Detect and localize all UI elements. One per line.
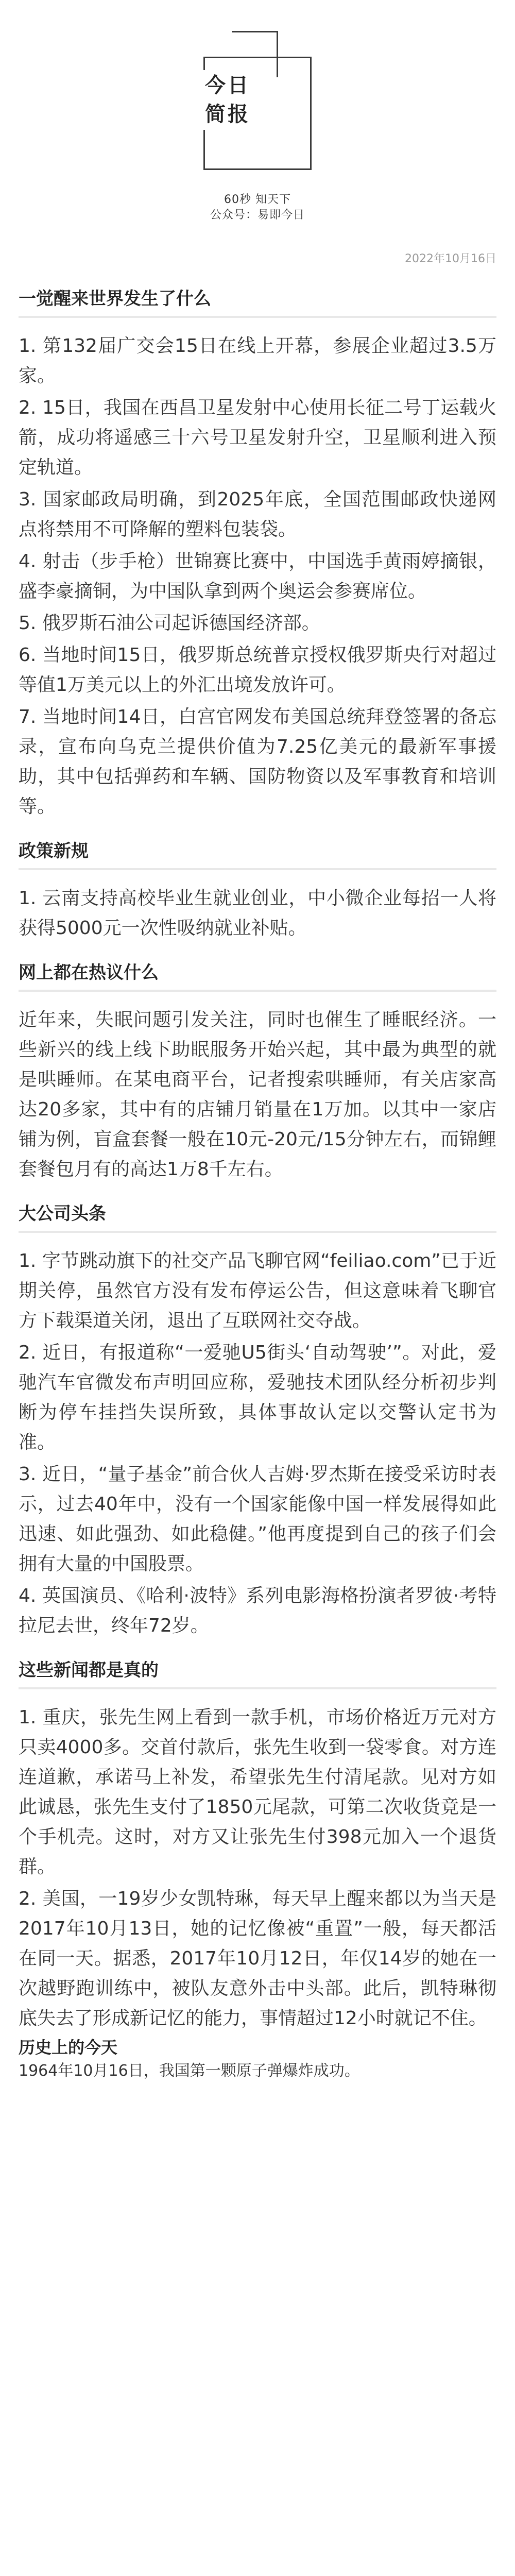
header-account: 公众号：易即今日 xyxy=(210,209,305,222)
news-item: 近年来，失眠问题引发关注，同时也催生了睡眠经济。一些新兴的线上线下助眠服务开始兴起，其中最为典型的就是哄睡师。在某电商平台，记者搜索哄睡师，有关店家高达20多家，其中有的店铺月销量在1万加。以其中一家店铺为例，盲盒套餐一般在10元-20元/15分钟左右，而锦鲤套餐包月有的高达1万8千左右。 xyxy=(19,1009,496,1180)
logo xyxy=(200,70,272,130)
news-item: 7. 当地时间14日，白宫官网发布美国总统拜登签署的备忘录，宣布向乌克兰提供价值为7.25亿美元的最新军事援助，其中包括弹药和车辆、国防物资以及军事教育和培训等。 xyxy=(19,706,496,817)
section-title: 政策新规 xyxy=(19,838,496,870)
news-item: 1. 第132届广交会15日在线上开幕，参展企业超过3.5万家。 xyxy=(19,335,496,386)
news-item: 4. 英国演员、《哈利·波特》系列电影海格扮演者罗彼·考特拉尼去世，终年72岁。 xyxy=(19,1585,496,1636)
article-body xyxy=(19,286,496,2099)
news-item: 5. 俄罗斯石油公司起诉德国经济部。 xyxy=(19,613,320,634)
news-item: 2. 美国，一19岁少女凯特琳，每天早上醒来都以为当天是2017年10月13日，她的记忆像被“重置”一般，每天都活在同一天。据悉，2017年10月12日，年仅14岁的她在一次越野跑训练中，被队友意外击中头部。此后，凯特琳彻底失去了形成新记忆的能力，事情超过12小时就记不住。 xyxy=(19,1888,496,2029)
header-slogan: 60秒 知天下 xyxy=(224,193,291,206)
section-title: 这些新闻都是真的 xyxy=(19,1657,496,1689)
header xyxy=(0,0,515,227)
news-item: 3. 近日，“量子基金”前合伙人吉姆·罗杰斯在接受采访时表示，过去40年中，没有一个国家能像中国一样发展得如此迅速、如此强劲、如此稳健。”他再度提到自己的孩子们会拥有大量的中国股票。 xyxy=(19,1464,496,1574)
news-item: 4. 射击（步手枪）世锦赛比赛中，中国选手黄雨婷摘银，盛李豪摘铜，为中国队拿到两个奥运会参赛席位。 xyxy=(19,551,496,602)
history-text: 1964年10月16日，我国第一颗原子弹爆炸成功。 xyxy=(19,2062,360,2080)
logo-line-1: 今日 xyxy=(205,74,250,97)
section-real-news xyxy=(19,1657,496,2083)
news-item: 6. 当地时间15日，俄罗斯总统普京授权俄罗斯央行对超过等值1万美元以上的外汇出境发放许可。 xyxy=(19,645,496,696)
section-hot xyxy=(19,960,496,1184)
section-title: 网上都在热议什么 xyxy=(19,960,496,992)
news-item: 2. 15日，我国在西昌卫星发射中心使用长征二号丁运载火箭，成功将遥感三十六号卫星发射升空，卫星顺利进入预定轨道。 xyxy=(19,397,496,478)
news-item: 1. 云南支持高校毕业生就业创业，中小微企业每招一人将获得5000元一次性吸纳就业补贴。 xyxy=(19,888,496,939)
section-title: 大公司头条 xyxy=(19,1201,496,1233)
section-world xyxy=(19,286,496,822)
news-item: 1. 重庆，张先生网上看到一款手机，市场价格近万元对方只卖4000多。交首付款后，张先生收到一袋零食。对方连连道歉，承诺马上补发，希望张先生付清尾款。见对方如此诚恳，张先生支付了1850元尾款，可第二次收货竟是一个手机壳。这时，对方又让张先生付398元加入一个退货群。 xyxy=(19,1707,496,1877)
history-title: 历史上的今天 xyxy=(19,2038,118,2057)
section-company xyxy=(19,1201,496,1641)
section-title: 一觉醒来世界发生了什么 xyxy=(19,286,496,318)
news-item: 1. 字节跳动旗下的社交产品飞聊官网“feiliao.com”已于近期关停，虽然官方没有发布停运公告，但这意味着飞聊官方下载渠道关闭，退出了互联网社交夺战。 xyxy=(19,1250,496,1331)
section-policy xyxy=(19,838,496,943)
news-item: 2. 近日，有报道称“一爱驰U5街头‘自动驾驶’”。对此，爱驰汽车官微发布声明回应称，爱驰技术团队经分析初步判断为停车挂挡失误所致，具体事故认定以交警认定书为准。 xyxy=(19,1342,496,1453)
logo-line-2: 简报 xyxy=(205,103,250,126)
news-item: 3. 国家邮政局明确，到2025年底，全国范围邮政快递网点将禁用不可降解的塑料包装袋。 xyxy=(19,489,496,540)
date-label: 2022年10月16日 xyxy=(405,252,496,265)
